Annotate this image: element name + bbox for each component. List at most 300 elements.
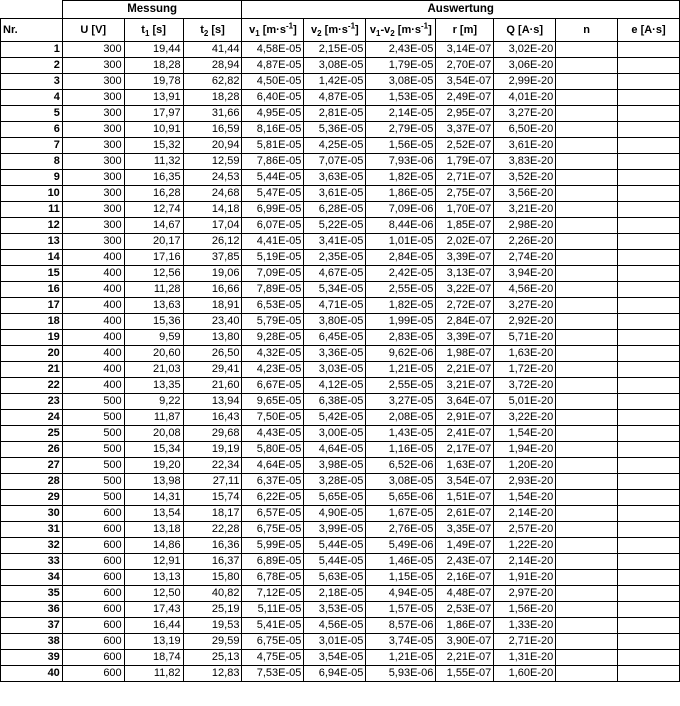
cell-e [618, 474, 680, 490]
cell-r: 3,22E-07 [436, 282, 494, 298]
cell-t2: 16,59 [183, 122, 242, 138]
cell-n [556, 186, 618, 202]
cell-u: 300 [62, 234, 124, 250]
cell-v2: 2,15E-05 [304, 42, 366, 58]
cell-n [556, 122, 618, 138]
cell-nr: 21 [1, 362, 63, 378]
cell-e [618, 266, 680, 282]
cell-nr: 40 [1, 666, 63, 682]
cell-r: 3,35E-07 [436, 522, 494, 538]
table-row [1, 634, 680, 650]
table-row [1, 122, 680, 138]
cell-t1: 12,50 [124, 586, 183, 602]
cell-nr: 39 [1, 650, 63, 666]
cell-v1: 6,37E-05 [242, 474, 304, 490]
cell-v1: 4,75E-05 [242, 650, 304, 666]
cell-q: 3,56E-20 [494, 186, 556, 202]
cell-t1: 13,91 [124, 90, 183, 106]
table-row [1, 42, 680, 58]
cell-n [556, 330, 618, 346]
cell-e [618, 650, 680, 666]
cell-v2: 6,28E-05 [304, 202, 366, 218]
cell-t2: 40,82 [183, 586, 242, 602]
cell-t1: 11,87 [124, 410, 183, 426]
cell-t1: 12,56 [124, 266, 183, 282]
cell-u: 500 [62, 474, 124, 490]
cell-n [556, 266, 618, 282]
cell-v1v2: 1,56E-05 [366, 138, 436, 154]
table-row [1, 490, 680, 506]
cell-n [556, 138, 618, 154]
cell-v1: 6,22E-05 [242, 490, 304, 506]
cell-v1v2: 1,86E-05 [366, 186, 436, 202]
cell-u: 300 [62, 186, 124, 202]
table-row [1, 234, 680, 250]
cell-v1v2: 2,43E-05 [366, 42, 436, 58]
cell-e [618, 74, 680, 90]
cell-t1: 11,28 [124, 282, 183, 298]
cell-t1: 15,36 [124, 314, 183, 330]
cell-nr: 26 [1, 442, 63, 458]
cell-v1: 6,67E-05 [242, 378, 304, 394]
cell-r: 3,90E-07 [436, 634, 494, 650]
cell-t2: 15,80 [183, 570, 242, 586]
cell-r: 2,21E-07 [436, 650, 494, 666]
cell-v2: 3,01E-05 [304, 634, 366, 650]
cell-t1: 9,22 [124, 394, 183, 410]
cell-r: 4,48E-07 [436, 586, 494, 602]
cell-t2: 31,66 [183, 106, 242, 122]
cell-v1: 4,23E-05 [242, 362, 304, 378]
cell-t1: 17,97 [124, 106, 183, 122]
cell-u: 500 [62, 410, 124, 426]
cell-v1: 7,12E-05 [242, 586, 304, 602]
cell-t2: 13,94 [183, 394, 242, 410]
cell-e [618, 586, 680, 602]
cell-r: 2,84E-07 [436, 314, 494, 330]
cell-r: 1,79E-07 [436, 154, 494, 170]
cell-u: 500 [62, 426, 124, 442]
cell-e [618, 202, 680, 218]
cell-t1: 13,98 [124, 474, 183, 490]
cell-t2: 18,28 [183, 90, 242, 106]
cell-t1: 19,20 [124, 458, 183, 474]
cell-t1: 20,08 [124, 426, 183, 442]
cell-e [618, 538, 680, 554]
cell-v2: 5,42E-05 [304, 410, 366, 426]
cell-q: 5,71E-20 [494, 330, 556, 346]
cell-t2: 17,04 [183, 218, 242, 234]
cell-t1: 13,19 [124, 634, 183, 650]
cell-q: 3,27E-20 [494, 106, 556, 122]
cell-n [556, 74, 618, 90]
cell-v1v2: 1,01E-05 [366, 234, 436, 250]
cell-v1v2: 7,09E-06 [366, 202, 436, 218]
column-header-nr: Nr. [1, 19, 63, 42]
column-header-e: e [A·s] [618, 19, 680, 42]
cell-v1v2: 2,55E-05 [366, 282, 436, 298]
cell-q: 3,94E-20 [494, 266, 556, 282]
cell-v1v2: 1,57E-05 [366, 602, 436, 618]
cell-t1: 17,16 [124, 250, 183, 266]
cell-v1: 4,41E-05 [242, 234, 304, 250]
cell-r: 3,13E-07 [436, 266, 494, 282]
cell-v1v2: 2,14E-05 [366, 106, 436, 122]
cell-q: 1,31E-20 [494, 650, 556, 666]
cell-n [556, 426, 618, 442]
cell-v2: 3,00E-05 [304, 426, 366, 442]
cell-e [618, 554, 680, 570]
table-row [1, 378, 680, 394]
cell-nr: 38 [1, 634, 63, 650]
cell-nr: 36 [1, 602, 63, 618]
cell-q: 6,50E-20 [494, 122, 556, 138]
cell-t1: 14,31 [124, 490, 183, 506]
cell-u: 400 [62, 314, 124, 330]
cell-t1: 21,03 [124, 362, 183, 378]
cell-u: 400 [62, 362, 124, 378]
cell-e [618, 426, 680, 442]
cell-n [556, 618, 618, 634]
cell-v2: 4,56E-05 [304, 618, 366, 634]
cell-v1: 7,89E-05 [242, 282, 304, 298]
cell-n [556, 298, 618, 314]
table-row [1, 186, 680, 202]
cell-v2: 5,22E-05 [304, 218, 366, 234]
cell-q: 3,27E-20 [494, 298, 556, 314]
cell-nr: 13 [1, 234, 63, 250]
cell-n [556, 202, 618, 218]
cell-r: 1,85E-07 [436, 218, 494, 234]
cell-r: 2,17E-07 [436, 442, 494, 458]
cell-q: 1,22E-20 [494, 538, 556, 554]
cell-nr: 24 [1, 410, 63, 426]
table-row [1, 138, 680, 154]
cell-e [618, 394, 680, 410]
cell-nr: 7 [1, 138, 63, 154]
group-header-row [1, 1, 680, 19]
cell-q: 1,20E-20 [494, 458, 556, 474]
cell-u: 300 [62, 106, 124, 122]
cell-u: 600 [62, 602, 124, 618]
cell-r: 2,41E-07 [436, 426, 494, 442]
cell-v2: 5,65E-05 [304, 490, 366, 506]
cell-nr: 1 [1, 42, 63, 58]
cell-t1: 16,28 [124, 186, 183, 202]
cell-r: 3,37E-07 [436, 122, 494, 138]
cell-q: 5,01E-20 [494, 394, 556, 410]
cell-nr: 29 [1, 490, 63, 506]
table-row [1, 410, 680, 426]
cell-nr: 37 [1, 618, 63, 634]
cell-v1: 5,81E-05 [242, 138, 304, 154]
cell-nr: 33 [1, 554, 63, 570]
cell-r: 1,98E-07 [436, 346, 494, 362]
cell-v2: 4,67E-05 [304, 266, 366, 282]
cell-n [556, 410, 618, 426]
cell-u: 600 [62, 634, 124, 650]
cell-r: 2,43E-07 [436, 554, 494, 570]
cell-n [556, 394, 618, 410]
cell-v1v2: 2,76E-05 [366, 522, 436, 538]
cell-r: 2,49E-07 [436, 90, 494, 106]
cell-u: 500 [62, 394, 124, 410]
column-header-q: Q [A·s] [494, 19, 556, 42]
table-row [1, 458, 680, 474]
cell-t2: 27,11 [183, 474, 242, 490]
cell-q: 2,26E-20 [494, 234, 556, 250]
table-row [1, 266, 680, 282]
column-header-row [1, 19, 680, 42]
cell-q: 3,21E-20 [494, 202, 556, 218]
cell-v1v2: 1,53E-05 [366, 90, 436, 106]
cell-t2: 23,40 [183, 314, 242, 330]
cell-q: 1,54E-20 [494, 426, 556, 442]
cell-v1: 4,32E-05 [242, 346, 304, 362]
cell-nr: 10 [1, 186, 63, 202]
cell-n [556, 634, 618, 650]
cell-u: 600 [62, 650, 124, 666]
cell-e [618, 634, 680, 650]
cell-r: 1,70E-07 [436, 202, 494, 218]
cell-nr: 14 [1, 250, 63, 266]
cell-v2: 4,90E-05 [304, 506, 366, 522]
cell-q: 3,06E-20 [494, 58, 556, 74]
cell-e [618, 442, 680, 458]
cell-e [618, 234, 680, 250]
cell-nr: 34 [1, 570, 63, 586]
cell-n [556, 106, 618, 122]
cell-u: 300 [62, 202, 124, 218]
cell-v1: 4,50E-05 [242, 74, 304, 90]
cell-v1: 5,79E-05 [242, 314, 304, 330]
cell-q: 1,94E-20 [494, 442, 556, 458]
cell-t1: 15,34 [124, 442, 183, 458]
cell-t1: 12,74 [124, 202, 183, 218]
cell-r: 2,52E-07 [436, 138, 494, 154]
cell-u: 500 [62, 442, 124, 458]
cell-t2: 22,28 [183, 522, 242, 538]
column-header-v2: $v_2$ $[m\cdot s^{-1}]$ [304, 19, 366, 42]
cell-v1v2: 2,83E-05 [366, 330, 436, 346]
cell-v1: 6,75E-05 [242, 522, 304, 538]
cell-t2: 26,50 [183, 346, 242, 362]
cell-v2: 1,42E-05 [304, 74, 366, 90]
cell-r: 3,39E-07 [436, 330, 494, 346]
cell-n [556, 538, 618, 554]
cell-t1: 19,44 [124, 42, 183, 58]
cell-q: 4,56E-20 [494, 282, 556, 298]
cell-v2: 3,08E-05 [304, 58, 366, 74]
cell-n [556, 506, 618, 522]
cell-t2: 15,74 [183, 490, 242, 506]
cell-v2: 4,25E-05 [304, 138, 366, 154]
cell-v1v2: 1,16E-05 [366, 442, 436, 458]
cell-q: 3,83E-20 [494, 154, 556, 170]
cell-v2: 3,63E-05 [304, 170, 366, 186]
cell-u: 300 [62, 42, 124, 58]
cell-v1v2: 8,57E-06 [366, 618, 436, 634]
cell-nr: 19 [1, 330, 63, 346]
column-header-v1v2: $v_1-v_2$ $[m\cdot s^{-1}]$ [366, 19, 436, 42]
cell-t1: 14,86 [124, 538, 183, 554]
cell-v1: 4,64E-05 [242, 458, 304, 474]
cell-t2: 16,36 [183, 538, 242, 554]
cell-nr: 16 [1, 282, 63, 298]
table-row [1, 506, 680, 522]
cell-u: 300 [62, 90, 124, 106]
cell-v1v2: 1,79E-05 [366, 58, 436, 74]
cell-e [618, 570, 680, 586]
cell-r: 2,91E-07 [436, 410, 494, 426]
cell-t2: 20,94 [183, 138, 242, 154]
cell-n [556, 474, 618, 490]
cell-nr: 28 [1, 474, 63, 490]
cell-nr: 27 [1, 458, 63, 474]
cell-e [618, 490, 680, 506]
cell-r: 2,61E-07 [436, 506, 494, 522]
cell-v2: 3,03E-05 [304, 362, 366, 378]
cell-nr: 11 [1, 202, 63, 218]
cell-q: 1,33E-20 [494, 618, 556, 634]
cell-nr: 32 [1, 538, 63, 554]
cell-t2: 62,82 [183, 74, 242, 90]
cell-v2: 5,34E-05 [304, 282, 366, 298]
cell-q: 2,57E-20 [494, 522, 556, 538]
cell-v1: 6,07E-05 [242, 218, 304, 234]
cell-n [556, 250, 618, 266]
cell-t1: 11,82 [124, 666, 183, 682]
cell-e [618, 58, 680, 74]
cell-n [556, 442, 618, 458]
cell-e [618, 90, 680, 106]
cell-t1: 20,17 [124, 234, 183, 250]
cell-nr: 8 [1, 154, 63, 170]
cell-v1v2: 9,62E-06 [366, 346, 436, 362]
table-row [1, 202, 680, 218]
cell-u: 600 [62, 570, 124, 586]
cell-q: 1,91E-20 [494, 570, 556, 586]
cell-r: 3,54E-07 [436, 74, 494, 90]
cell-e [618, 506, 680, 522]
cell-v1: 6,40E-05 [242, 90, 304, 106]
cell-v1v2: 5,93E-06 [366, 666, 436, 682]
cell-n [556, 346, 618, 362]
column-header-v1: $v_1$ $[m\cdot s^{-1}]$ [242, 19, 304, 42]
cell-t1: 16,44 [124, 618, 183, 634]
table-row [1, 90, 680, 106]
cell-v1: 5,47E-05 [242, 186, 304, 202]
cell-v2: 3,53E-05 [304, 602, 366, 618]
column-header-n: n [556, 19, 618, 42]
cell-e [618, 458, 680, 474]
cell-n [556, 458, 618, 474]
cell-v2: 3,41E-05 [304, 234, 366, 250]
cell-e [618, 362, 680, 378]
cell-u: 600 [62, 538, 124, 554]
cell-v1: 9,65E-05 [242, 394, 304, 410]
cell-nr: 17 [1, 298, 63, 314]
cell-e [618, 330, 680, 346]
cell-e [618, 250, 680, 266]
cell-v1v2: 2,08E-05 [366, 410, 436, 426]
cell-nr: 20 [1, 346, 63, 362]
table-row [1, 554, 680, 570]
cell-u: 400 [62, 298, 124, 314]
cell-v1v2: 1,82E-05 [366, 298, 436, 314]
cell-e [618, 410, 680, 426]
cell-v1: 5,41E-05 [242, 618, 304, 634]
cell-n [556, 570, 618, 586]
cell-u: 300 [62, 154, 124, 170]
table-row [1, 666, 680, 682]
cell-n [556, 650, 618, 666]
cell-v1v2: 1,82E-05 [366, 170, 436, 186]
cell-v1: 7,09E-05 [242, 266, 304, 282]
cell-t1: 18,28 [124, 58, 183, 74]
cell-u: 400 [62, 330, 124, 346]
cell-e [618, 186, 680, 202]
cell-q: 2,97E-20 [494, 586, 556, 602]
cell-v2: 6,38E-05 [304, 394, 366, 410]
cell-u: 600 [62, 506, 124, 522]
cell-e [618, 42, 680, 58]
cell-v1v2: 3,08E-05 [366, 74, 436, 90]
table-row [1, 394, 680, 410]
cell-t2: 16,43 [183, 410, 242, 426]
cell-t2: 14,18 [183, 202, 242, 218]
cell-t2: 24,53 [183, 170, 242, 186]
cell-q: 1,72E-20 [494, 362, 556, 378]
cell-v2: 2,81E-05 [304, 106, 366, 122]
cell-t2: 12,83 [183, 666, 242, 682]
cell-r: 2,75E-07 [436, 186, 494, 202]
cell-u: 400 [62, 346, 124, 362]
cell-u: 600 [62, 586, 124, 602]
cell-n [556, 234, 618, 250]
cell-t2: 25,19 [183, 602, 242, 618]
cell-v1: 4,87E-05 [242, 58, 304, 74]
cell-nr: 35 [1, 586, 63, 602]
table-row [1, 58, 680, 74]
cell-n [556, 314, 618, 330]
cell-v2: 3,61E-05 [304, 186, 366, 202]
cell-v1v2: 2,55E-05 [366, 378, 436, 394]
cell-v2: 3,54E-05 [304, 650, 366, 666]
table-row [1, 618, 680, 634]
table-row [1, 218, 680, 234]
cell-v1v2: 7,93E-06 [366, 154, 436, 170]
cell-u: 400 [62, 250, 124, 266]
cell-q: 3,61E-20 [494, 138, 556, 154]
cell-n [556, 602, 618, 618]
cell-v1: 8,16E-05 [242, 122, 304, 138]
cell-t2: 29,68 [183, 426, 242, 442]
cell-v1: 5,80E-05 [242, 442, 304, 458]
cell-v1: 6,57E-05 [242, 506, 304, 522]
cell-r: 2,70E-07 [436, 58, 494, 74]
cell-t2: 22,34 [183, 458, 242, 474]
cell-nr: 9 [1, 170, 63, 186]
cell-t2: 18,91 [183, 298, 242, 314]
cell-r: 3,64E-07 [436, 394, 494, 410]
cell-q: 2,14E-20 [494, 506, 556, 522]
cell-u: 500 [62, 490, 124, 506]
table-row [1, 426, 680, 442]
cell-v2: 5,44E-05 [304, 554, 366, 570]
cell-r: 1,49E-07 [436, 538, 494, 554]
cell-v1v2: 1,21E-05 [366, 650, 436, 666]
